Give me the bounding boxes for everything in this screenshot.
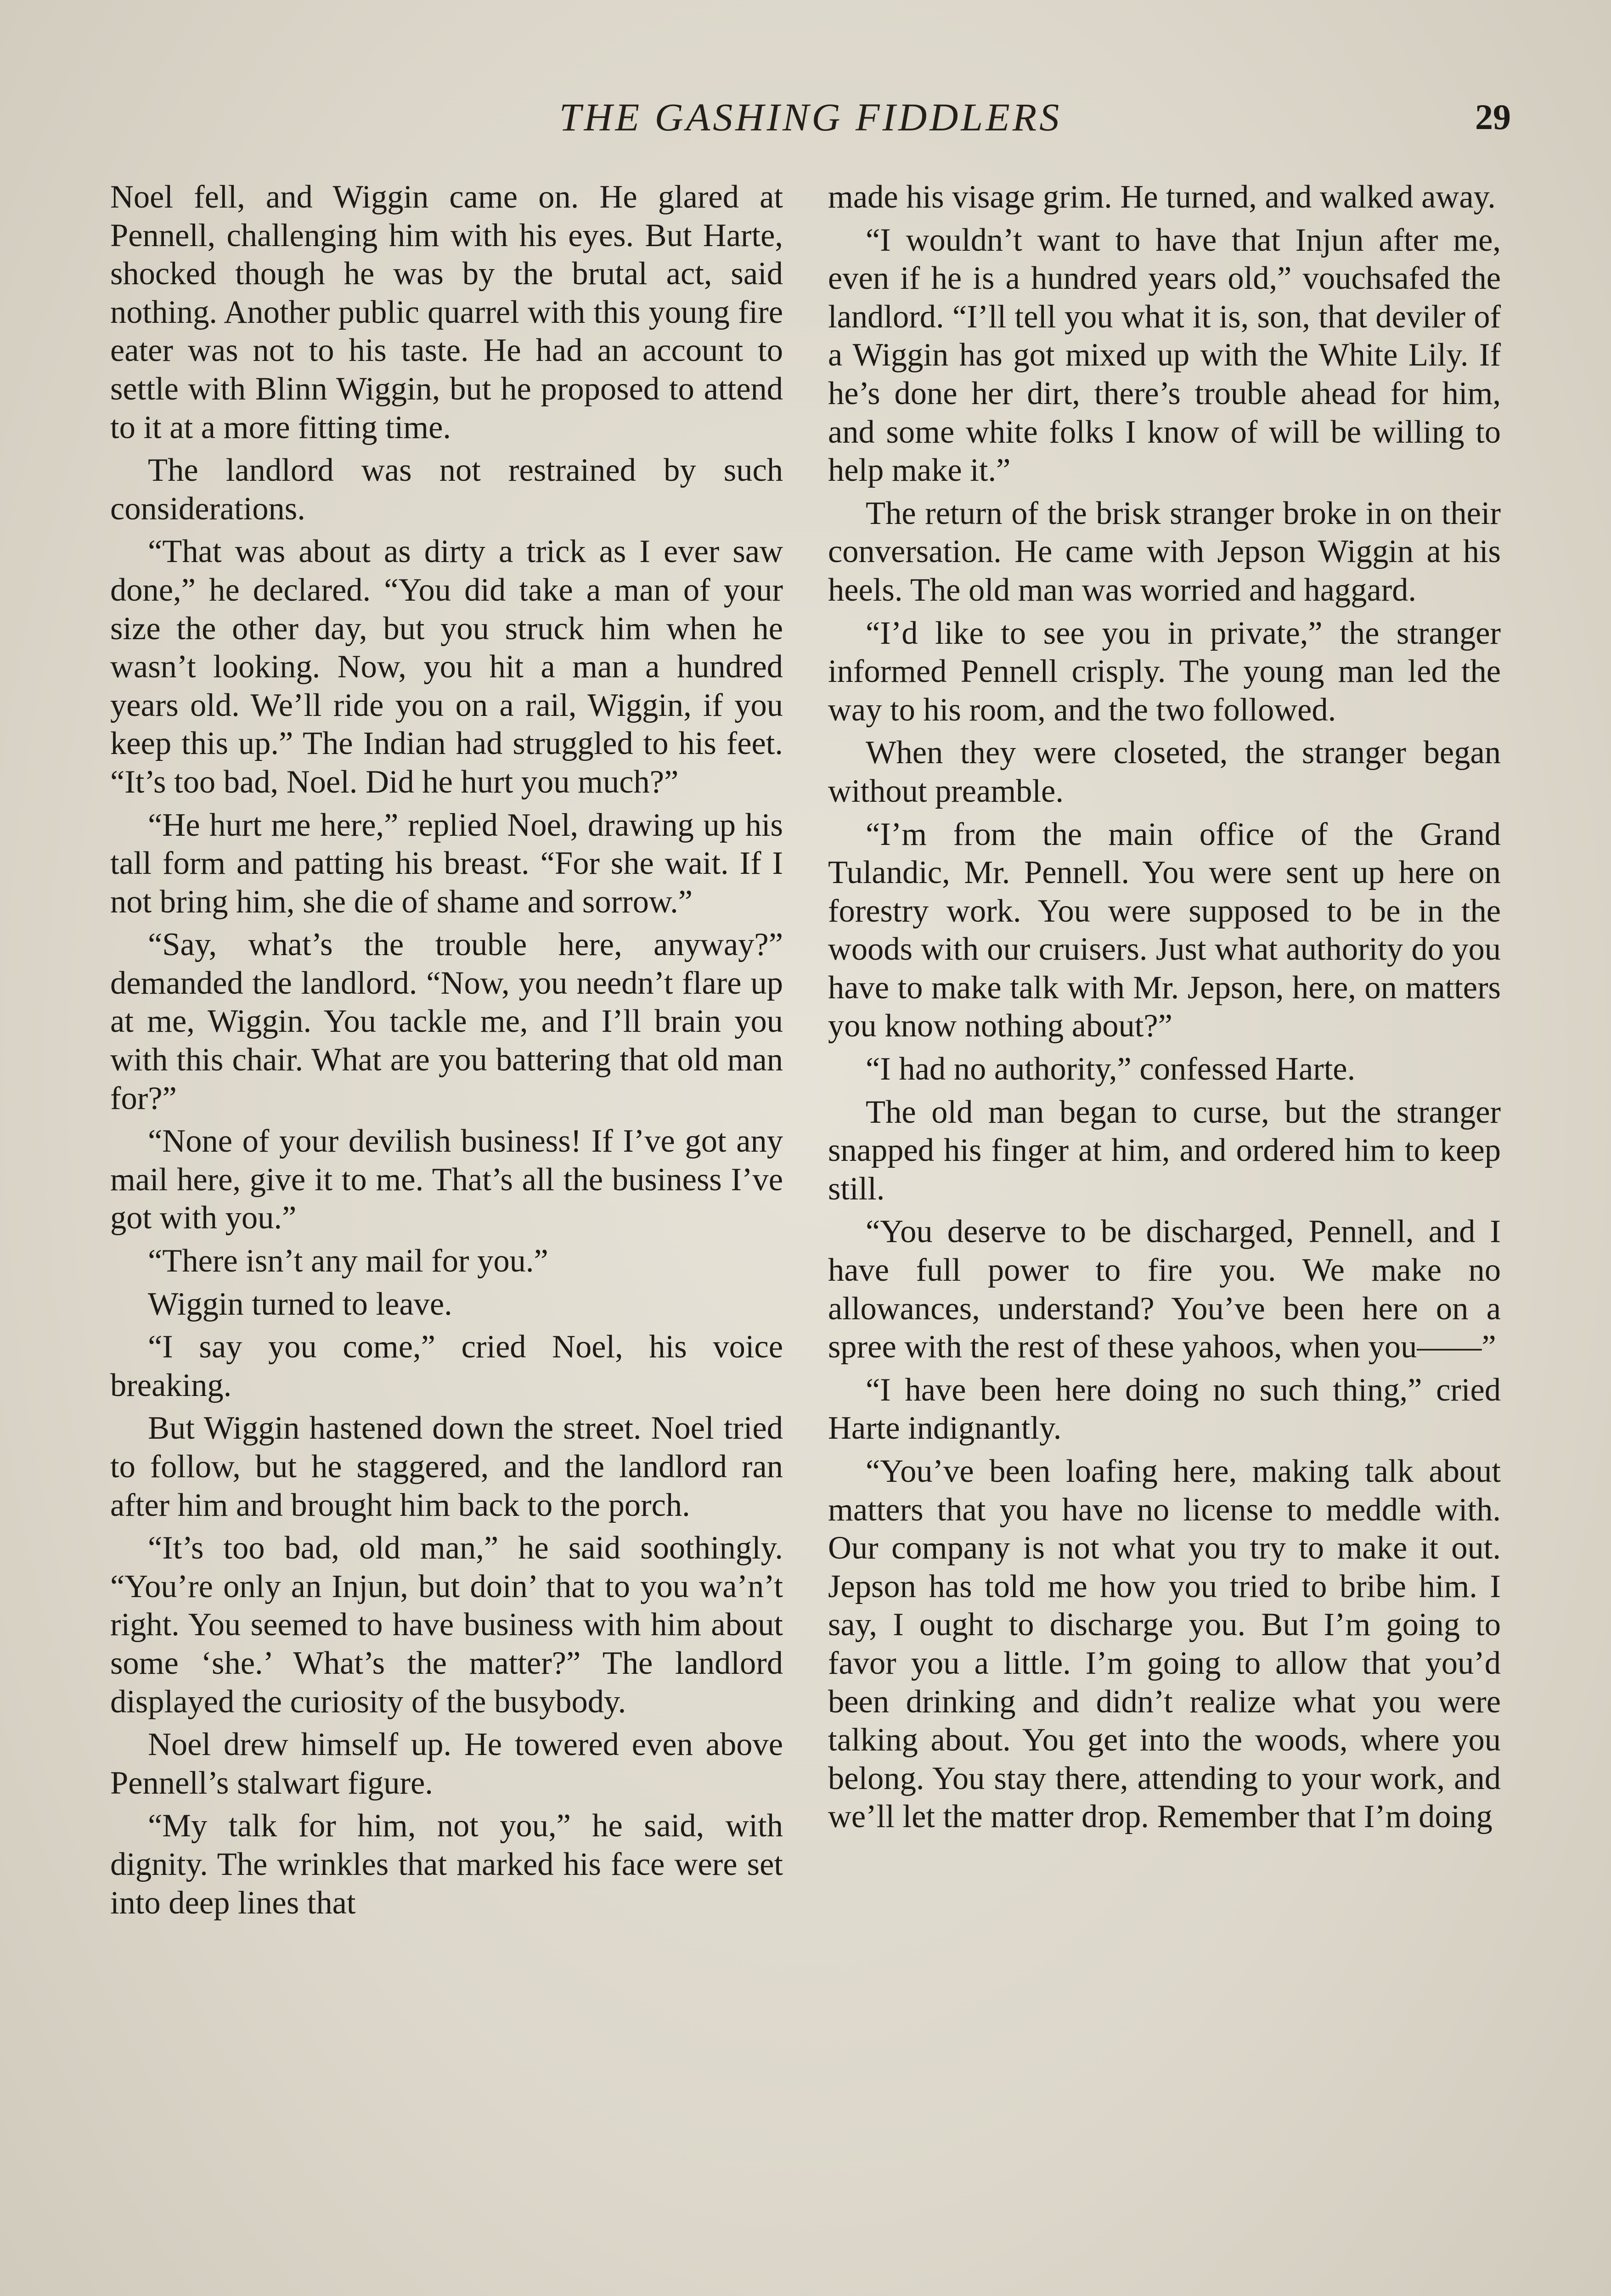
paragraph: The return of the brisk stranger broke in on their conversation. He came with Jepson Wiggin at his heels. The old man was worried and haggard. <box>828 495 1501 608</box>
paragraph: “I say you come,” cried Noel, his voice breaking. <box>110 1329 783 1403</box>
paragraph: “None of your devilish business! If I’ve got any mail here, give it to me. That’s all the business I’ve got with you.” <box>110 1123 783 1236</box>
paragraph: “He hurt me here,” replied Noel, drawing up his tall form and patting his breast. “For she wait. If I not bring him, she die of shame and sorrow.” <box>110 807 783 920</box>
running-title: THE GASHING FIDDLERS <box>559 95 1062 139</box>
paragraph: “I wouldn’t want to have that Injun after me, even if he is a hundred years old,” vouchsafed the landlord. “I’ll tell you what it is, son, that deviler of a Wiggin has got mixed up with the White Lily. If he’s done her dirt, there’s trouble ahead for him, and some white folks I know of will be willing to help make it.” <box>828 222 1501 489</box>
paragraph: Noel fell, and Wiggin came on. He glared at Pennell, challenging him with his eyes. But Harte, shocked though he was by the brutal act, said nothing. Another public quarrel with this young fire eater was not to his taste. He had an account to settle with Blinn Wiggin, but he proposed to attend to it at a more fitting time. <box>110 179 783 445</box>
left-column <box>110 178 783 1922</box>
paragraph: “You deserve to be discharged, Pennell, and I have full power to fire you. We make no allowances, understand? You’ve been here on a spree with the rest of these yahoos, when you——” <box>828 1214 1501 1365</box>
right-column <box>828 178 1501 1836</box>
paragraph: “That was about as dirty a trick as I ever saw done,” he declared. “You did take a man of your size the other day, but you struck him when he wasn’t looking. Now, you hit a man a hundred years old. We’ll ride you on a rail, Wiggin, if you keep this up.” The Indian had struggled to his feet. “It’s too bad, Noel. Did he hurt you much?” <box>110 534 783 800</box>
paragraph: When they were closeted, the stranger began without preamble. <box>828 735 1501 809</box>
paragraph: The old man began to curse, but the stranger snapped his finger at him, and ordered him to keep still. <box>828 1094 1501 1207</box>
paragraph: “It’s too bad, old man,” he said soothingly. “You’re only an Injun, but doin’ that to you wa’n’t right. You seemed to have business with him about some ‘she.’ What’s the matter?” The landlord displayed the curiosity of the busybody. <box>110 1530 783 1720</box>
paragraph: But Wiggin hastened down the street. Noel tried to follow, but he staggered, and the landlord ran after him and brought him back to the porch. <box>110 1410 783 1523</box>
paragraph: made his visage grim. He turned, and walked away. <box>828 179 1496 215</box>
paragraph: The landlord was not restrained by such considerations. <box>110 452 783 527</box>
paragraph: “I have been here doing no such thing,” cried Harte indignantly. <box>828 1372 1501 1446</box>
paragraph: “There isn’t any mail for you.” <box>148 1243 548 1279</box>
paragraph: “I had no authority,” confessed Harte. <box>866 1051 1356 1087</box>
paragraph: Noel drew himself up. He towered even above Pennell’s stalwart figure. <box>110 1727 783 1801</box>
paragraph: “You’ve been loafing here, making talk about matters that you have no license to meddle with. Our company is not what you try to make it out. Jepson has told me how you tried to bribe him. I say, I ought to discharge you. But I’m going to favor you a little. I’m going to allow that you’d been drinking and didn’t realize what you were talking about. You get into the woods, where you belong. You stay there, attending to your work, and we’ll let the matter drop. Remember that I’m doing <box>828 1453 1501 1835</box>
page-number: 29 <box>1475 97 1511 137</box>
paragraph: “I’d like to see you in private,” the stranger informed Pennell crisply. The young man led the way to his room, and the two followed. <box>828 615 1501 728</box>
page-header <box>110 87 1511 147</box>
paragraph: Wiggin turned to leave. <box>148 1286 452 1322</box>
paragraph: “My talk for him, not you,” he said, with dignity. The wrinkles that marked his face were set into deep lines that <box>110 1808 783 1921</box>
paragraph: “I’m from the main office of the Grand Tulandic, Mr. Pennell. You were sent up here on forestry work. You were supposed to be in the woods with our cruisers. Just what authority do you have to make talk with Mr. Jepson, here, on matters you know nothing about?” <box>828 816 1501 1044</box>
paragraph: “Say, what’s the trouble here, anyway?” demanded the landlord. “Now, you needn’t flare up at me, Wiggin. You tackle me, and I’ll brain you with this chair. What are you battering that old man for?” <box>110 927 783 1116</box>
